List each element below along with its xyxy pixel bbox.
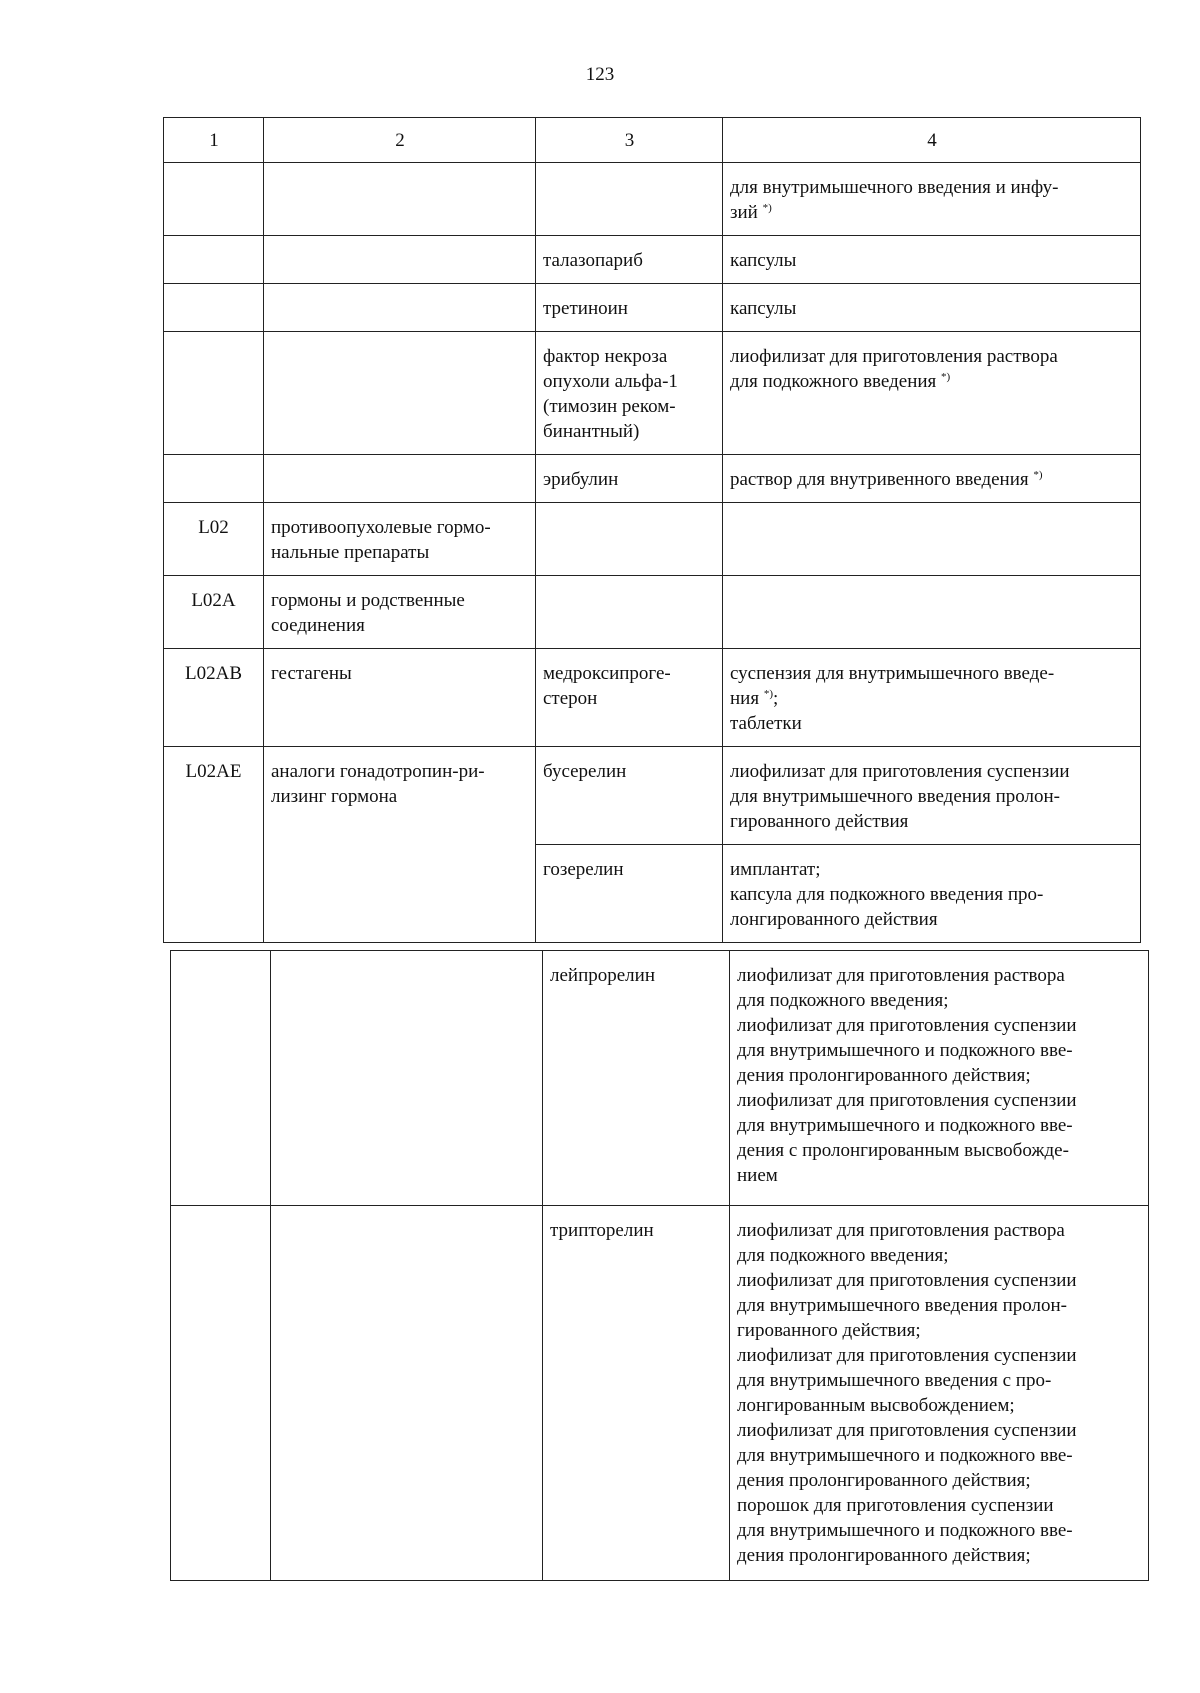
table-row: [164, 284, 1141, 332]
table-row: [164, 649, 1141, 747]
table-row: [164, 332, 1141, 455]
dosage-form-text: ; таблетки: [730, 688, 802, 734]
dosage-form-cell: [723, 163, 1141, 236]
atc-code-cell: [171, 951, 271, 1206]
substance-cell: фактор некроза опухоли альфа-1 (тимозин реком- бинантный): [536, 332, 723, 455]
group-name-cell: гестагены: [264, 649, 536, 747]
footnote-mark: *): [763, 688, 773, 700]
table-row: [164, 236, 1141, 284]
table-row: [164, 455, 1141, 503]
atc-code-cell: L02A: [164, 576, 264, 649]
substance-cell: [536, 503, 723, 576]
substance-cell: третиноин: [536, 284, 723, 332]
footnote-mark: *): [941, 371, 951, 383]
substance-cell: [536, 576, 723, 649]
column-header: 4: [723, 118, 1141, 163]
substance-cell: талазопариб: [536, 236, 723, 284]
substance-cell: трипторелин: [543, 1206, 730, 1581]
dosage-form-cell: лиофилизат для приготовления суспензии для внутримышечного введения пролон- гированного действия: [723, 747, 1141, 845]
dosage-form-text: раствор для внутривенного введения: [730, 469, 1029, 490]
dosage-form-text: лиофилизат для приготовления раствора для подкожного введения: [730, 346, 1058, 392]
footnote-mark: *): [762, 202, 772, 214]
group-name-cell: [264, 332, 536, 455]
atc-code-cell: L02: [164, 503, 264, 576]
column-header: 1: [164, 118, 264, 163]
table-row: [164, 503, 1141, 576]
column-header: 3: [536, 118, 723, 163]
substance-cell: гозерелин: [536, 845, 723, 943]
dosage-form-cell: капсулы: [723, 236, 1141, 284]
dosage-form-cell: лиофилизат для приготовления раствора для подкожного введения; лиофилизат для приготовления суспензии для внутримышечного введения пролон- гированного действия; лиофилизат для приготовления суспензии для внутримышечного введения с про- лонгированным высвобождением; лиофилизат для приготовления суспензии для внутримышечного и подкожного вве- дения пролонгированного действия; порошок для приготовления суспензии для внутримышечного и подкожного вве- дения пролонгированного действия;: [730, 1206, 1149, 1581]
dosage-form-cell: имплантат; капсула для подкожного введения про- лонгированного действия: [723, 845, 1141, 943]
group-name-cell: [264, 284, 536, 332]
substance-cell: медроксипроге- стерон: [536, 649, 723, 747]
group-name-cell: аналоги гонадотропин-ри- лизинг гормона: [264, 747, 536, 943]
substance-cell: лейпрорелин: [543, 951, 730, 1206]
dosage-form-cell: лиофилизат для приготовления раствора для подкожного введения; лиофилизат для приготовления суспензии для внутримышечного и подкожного вве- дения пролонгированного действия; лиофилизат для приготовления суспензии для внутримышечного и подкожного вве- дения с пролонгированным высвобожде- нием: [730, 951, 1149, 1206]
group-name-cell: противоопухолевые гормо- нальные препараты: [264, 503, 536, 576]
group-name-cell: [264, 236, 536, 284]
dosage-form-cell: [723, 576, 1141, 649]
table-row: [171, 1206, 1149, 1581]
atc-code-cell: [164, 332, 264, 455]
dosage-form-cell: [723, 649, 1141, 747]
table-row: [164, 747, 1141, 845]
atc-code-cell: L02AE: [164, 747, 264, 943]
substance-cell: эрибулин: [536, 455, 723, 503]
table-row: [171, 951, 1149, 1206]
group-name-cell: гормоны и родственные соединения: [264, 576, 536, 649]
page-number: 123: [585, 64, 615, 85]
atc-code-cell: [164, 236, 264, 284]
group-name-cell: [271, 1206, 543, 1581]
atc-code-cell: [164, 455, 264, 503]
group-name-cell: [264, 163, 536, 236]
dosage-form-text: суспензия для внутримышечного введе- ния: [730, 663, 1055, 709]
atc-code-cell: [164, 284, 264, 332]
dosage-form-cell: [723, 503, 1141, 576]
substance-cell: [536, 163, 723, 236]
group-name-cell: [271, 951, 543, 1206]
atc-code-cell: [171, 1206, 271, 1581]
atc-code-cell: L02AB: [164, 649, 264, 747]
drug-table: [163, 117, 1141, 943]
dosage-form-text: для внутримышечного введения и инфу- зий: [730, 177, 1059, 223]
table-row: [164, 576, 1141, 649]
atc-code-cell: [164, 163, 264, 236]
group-name-cell: [264, 455, 536, 503]
dosage-form-cell: капсулы: [723, 284, 1141, 332]
column-header: 2: [264, 118, 536, 163]
drug-table-continued: [170, 950, 1149, 1581]
substance-cell: бусерелин: [536, 747, 723, 845]
footnote-mark: *): [1033, 469, 1043, 481]
dosage-form-cell: [723, 332, 1141, 455]
dosage-form-cell: [723, 455, 1141, 503]
table-header-row: [164, 118, 1141, 163]
table-row: [164, 163, 1141, 236]
